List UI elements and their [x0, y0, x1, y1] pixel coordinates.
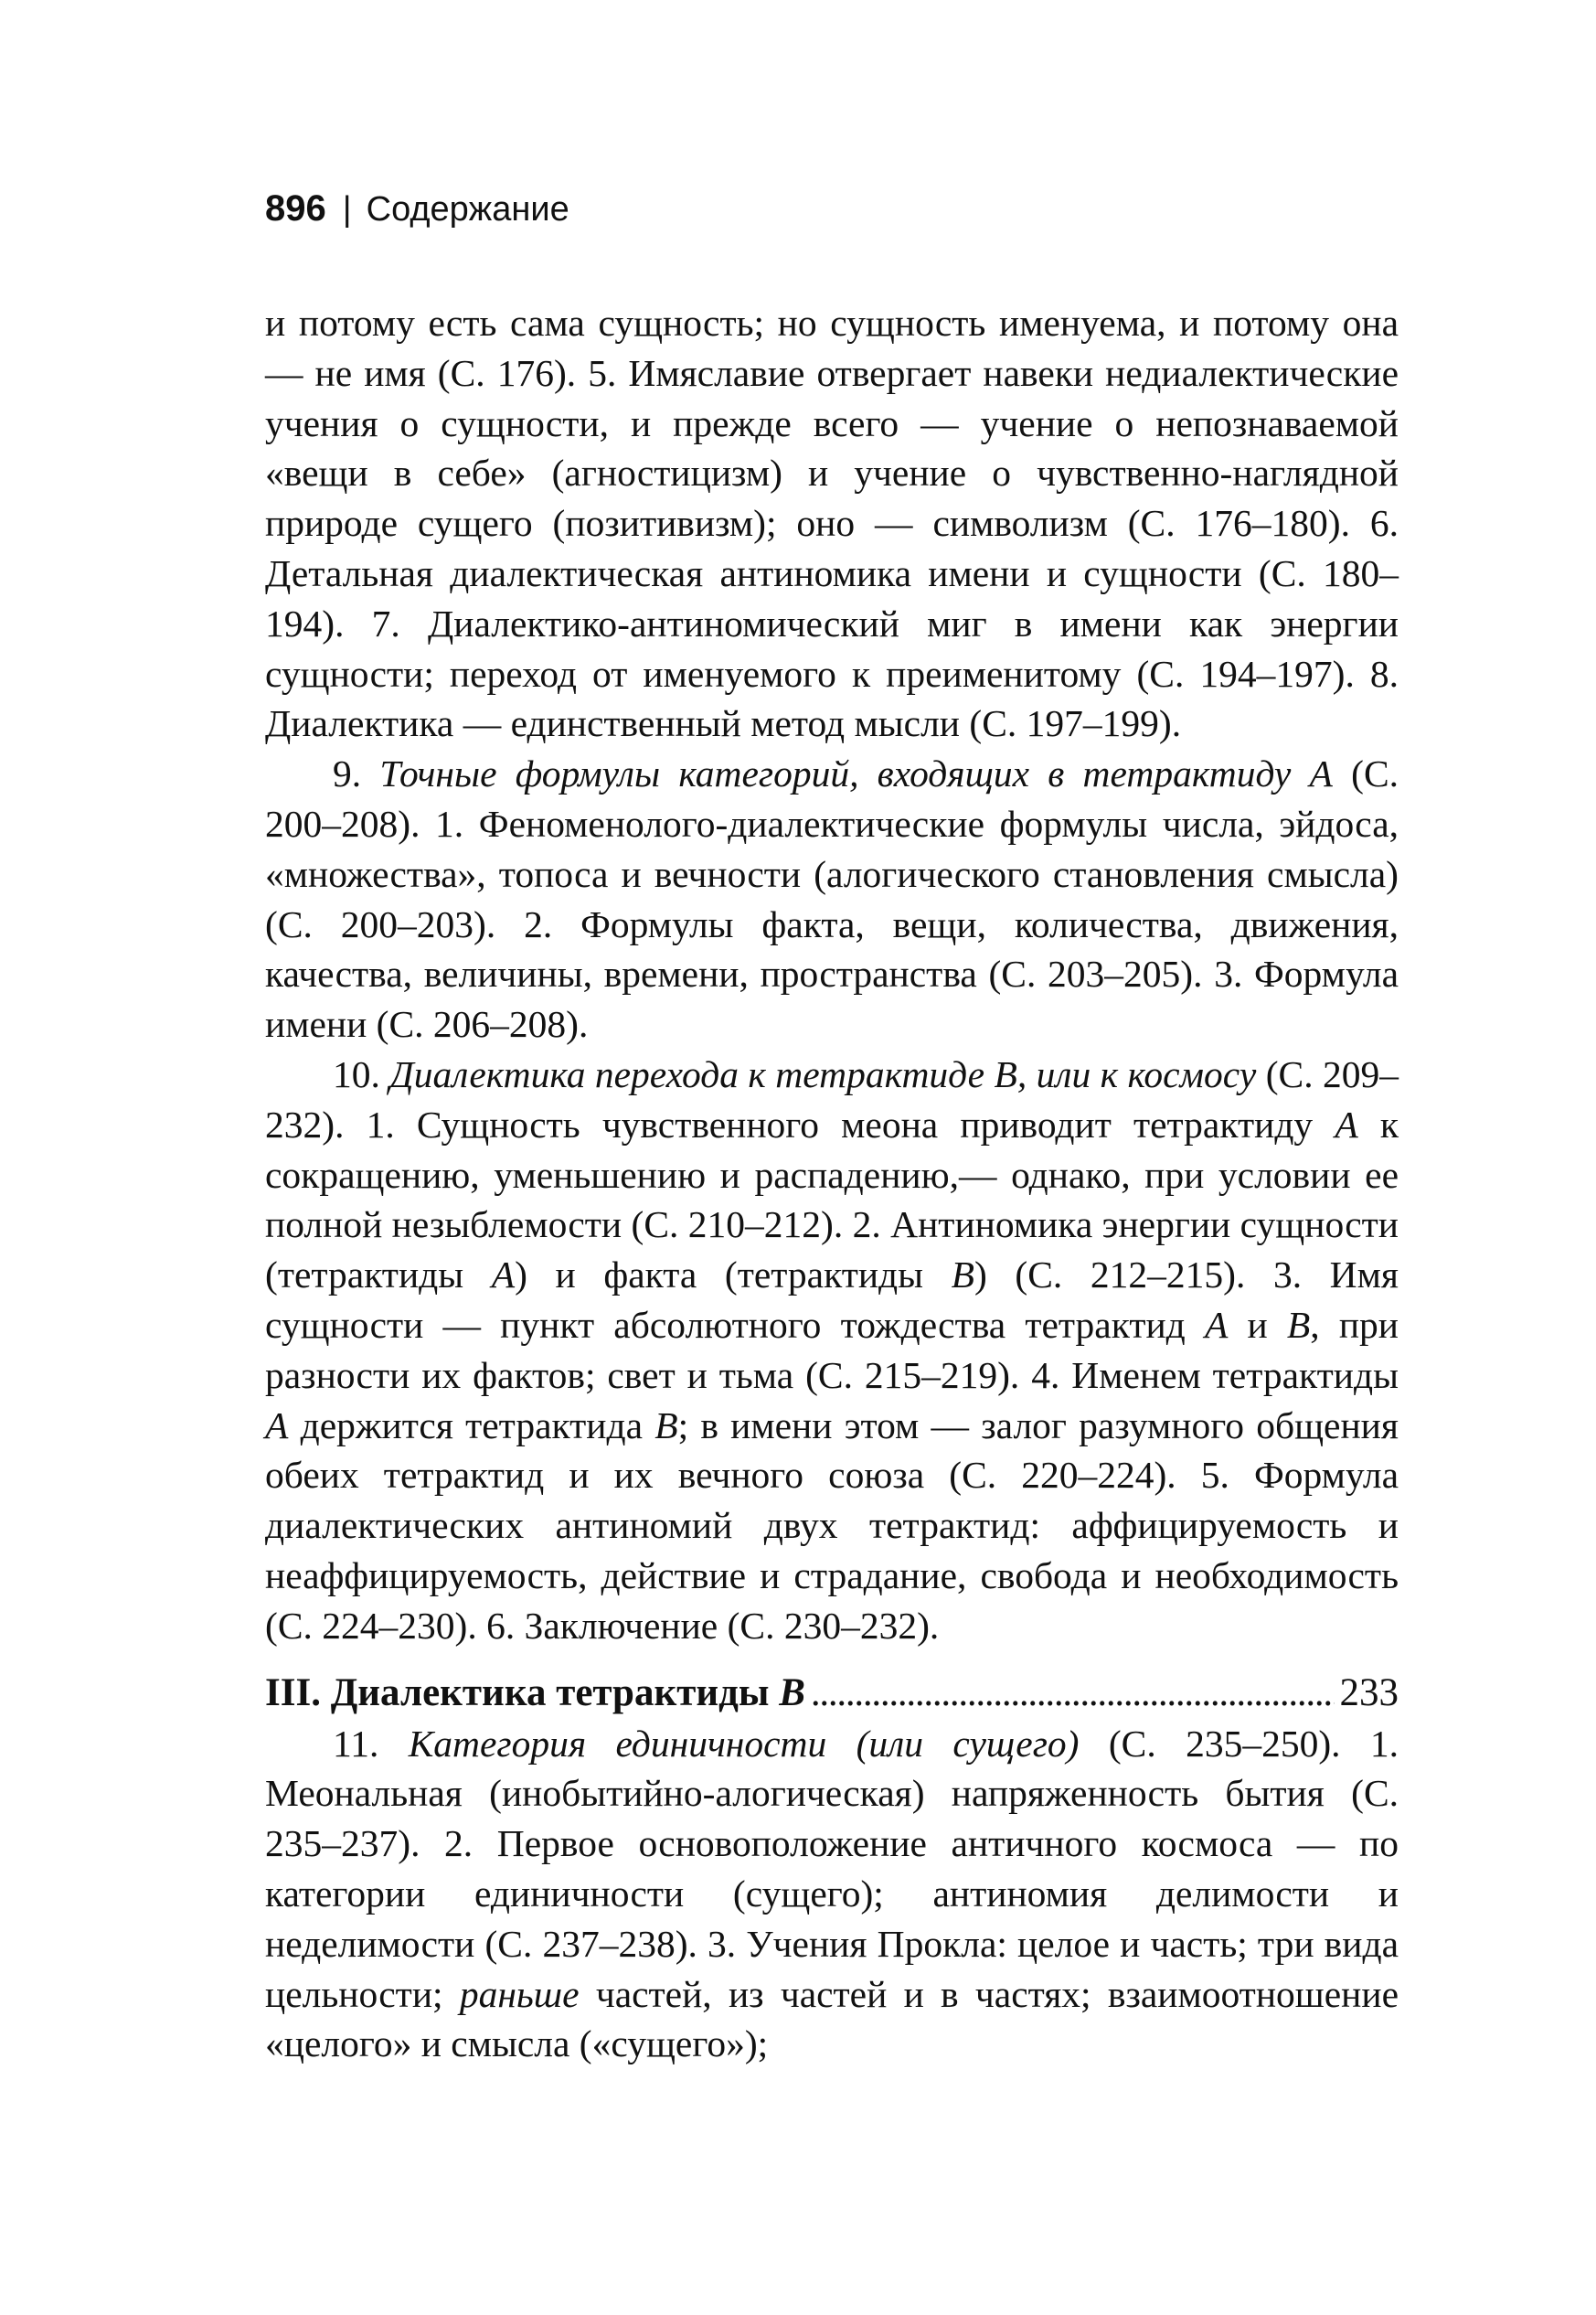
section-3-title-letter: В — [779, 1670, 805, 1714]
section-3-title-text: III. Диалектика тетрактиды — [265, 1670, 780, 1714]
emphasis: раньше — [459, 1972, 580, 2015]
chapter-11-number: 11. — [333, 1722, 409, 1765]
chapter-10-text: (С. 209–232). 1. Сущность чувственного меона приводит тетрактиду — [265, 1052, 1399, 1146]
dot-leader — [811, 1668, 1335, 1719]
running-head — [265, 183, 569, 235]
letter-a: А — [1204, 1303, 1229, 1346]
letter-b: В — [654, 1403, 678, 1446]
section-3-title — [265, 1668, 805, 1719]
toc-text — [265, 298, 1399, 2069]
chapter-9-entry — [265, 749, 1399, 1050]
letter-a: А — [265, 1403, 289, 1446]
chapter-11-text: частей, из частей и в частях; взаимоотношение «целого» и смысла («сущего»); — [265, 1972, 1399, 2065]
chapter-10-text: ) (С. 212–215). 3. Имя сущности — пункт абсолютного тождества тетрактид — [265, 1254, 1399, 1346]
running-title: Содержание — [366, 190, 569, 229]
chapter-10-text: держится тетрактида — [288, 1403, 655, 1446]
chapter-11-text: (С. 235–250). 1. Меональная (инобытийно-алогическая) напряженность бытия (С. 235–237). 2. Первое основоположение античного космоса — по категории единичности (сущего); антиномия делимости и неделимости (С. 237–238). 3. Учения Прокла: целое и часть; три вида цельности; — [265, 1722, 1399, 2015]
chapter-11-title: Категория единичности (или сущего) — [408, 1722, 1080, 1765]
page-number: 896 — [265, 188, 326, 229]
paragraph-continuation: и потому есть сама сущность; но сущность именуема, и потому она — не имя (С. 176). 5. Имяславие отвергает навеки недиалектические учения о сущности, и прежде всего — учение о непознаваемой «вещи в себе» (агностицизм) и учение о чувственно-наглядной природе сущего (позитивизм); оно — символизм (С. 176–180). 6. Детальная диалектическая антиномика имени и сущности (С. 180–194). 7. Диалектико-антиномический миг в имени как энергии сущности; переход от именуемого к преименитому (С. 194–197). 8. Диалектика — единственный метод мысли (С. 197–199). — [265, 302, 1399, 745]
chapter-10-number: 10. — [333, 1052, 390, 1095]
chapter-9-text: (С. 200–208). 1. Феноменолого-диалектические формулы числа, эйдоса, «множества», топоса и вечности (алогического становления смысла) (С. 200–203). 2. Формулы факта, вещи, количества, движения, качества, величины, времени, пространства (С. 203–205). 3. Формула имени (С. 206–208). — [265, 752, 1399, 1046]
chapter-10-text: ) и факта (тетрактиды — [515, 1254, 952, 1296]
chapter-10-text: ; в имени этом — залог разумного общения обеих тетрактид и их вечного союза (С. 220–224). 5. Формула диалектических антиномий двух тетрактид: аффицируемость и неаффицируемость, действие и страдание, свобода и необходимость (С. 224–230). 6. Заключение (С. 230–232). — [265, 1403, 1399, 1647]
letter-a: А — [1335, 1103, 1358, 1146]
header-separator: | — [342, 190, 352, 229]
letter-a: А — [491, 1254, 516, 1296]
chapter-10-title: Диалектика перехода к тетрактиде В, или к космосу — [389, 1052, 1257, 1095]
chapter-9-title: Точные формулы категорий, входящих в тетрактиду А — [379, 752, 1333, 795]
section-3-page: 233 — [1339, 1670, 1399, 1714]
chapter-10-entry — [265, 1050, 1399, 1651]
chapter-10-text: к сокращению, уменьшению и распадению,— однако, при условии ее полной незыблемости (С. 210–212). 2. Антиномика энергии сущности (тетрактиды — [265, 1103, 1399, 1296]
letter-b: В — [951, 1254, 975, 1296]
chapter-9-number: 9. — [333, 752, 380, 795]
chapter-10-text: и — [1228, 1303, 1287, 1346]
section-3-heading — [265, 1668, 1399, 1719]
chapter-10-text: , при разности их фактов; свет и тьма (С. 215–219). 4. Именем тетрактиды — [265, 1303, 1399, 1396]
chapter-11-entry — [265, 1719, 1399, 2070]
letter-b: В — [1286, 1303, 1311, 1346]
